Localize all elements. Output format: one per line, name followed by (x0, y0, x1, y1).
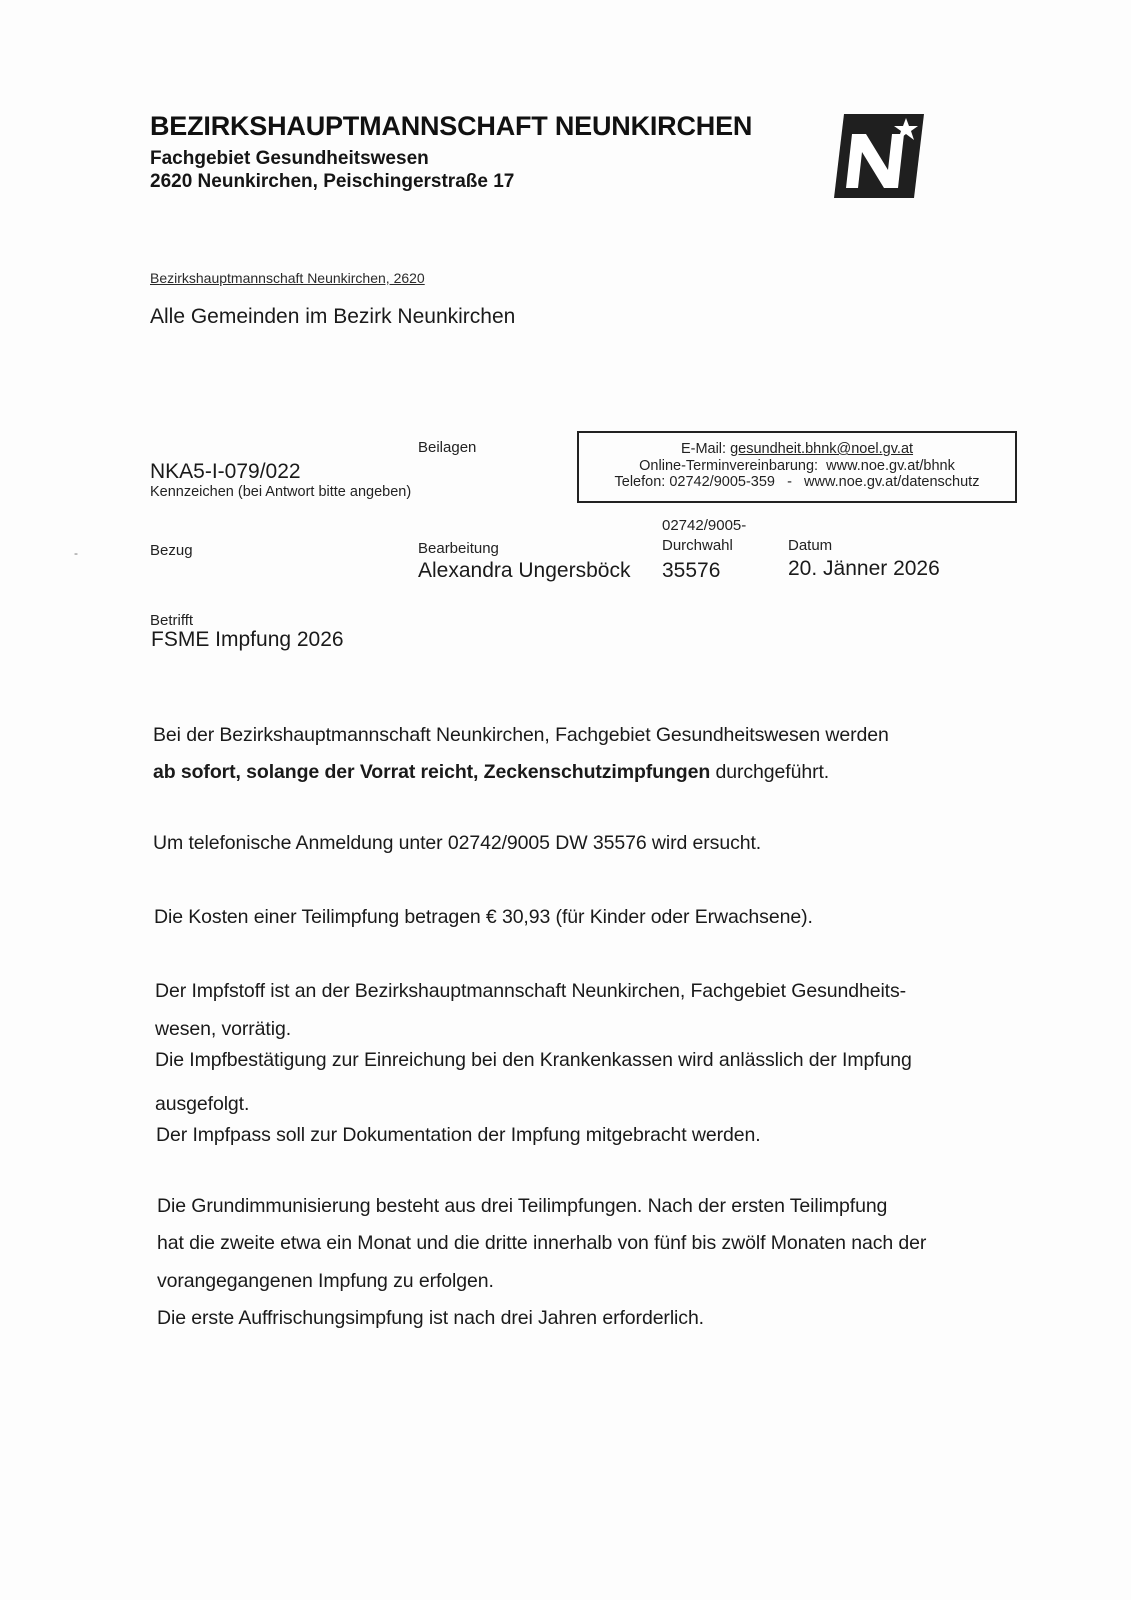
reference-number: NKA5-I-079/022 (150, 460, 301, 483)
noe-logo-icon (832, 112, 924, 200)
online-booking-link[interactable]: www.noe.gv.at/bhnk (826, 457, 955, 474)
body-line: Bei der Bezirkshauptmannschaft Neunkirchen, Fachgebiet Gesundheitswesen werden (153, 724, 889, 746)
contact-box (577, 431, 1017, 503)
contact-phone-line (579, 474, 1015, 491)
attachments-label: Beilagen (418, 439, 477, 456)
separator: - (787, 474, 792, 490)
body-line: wesen, vorrätig. (155, 1018, 292, 1040)
durchwahl-label: Durchwahl (662, 537, 733, 554)
durchwahl-prefix: 02742/9005- (662, 517, 747, 534)
body-line: Die Impfbestätigung zur Einreichung bei den Krankenkassen wird anlässlich der Impfung (155, 1049, 912, 1071)
body-line (153, 761, 829, 784)
body-line: Der Impfstoff ist an der Bezirkshauptmannschaft Neunkirchen, Fachgebiet Gesundheits- (155, 980, 907, 1002)
body-line: Um telefonische Anmeldung unter 02742/9005 DW 35576 wird ersucht. (153, 832, 762, 854)
bearbeitung-value: Alexandra Ungersböck (418, 559, 631, 582)
reference-caption: Kennzeichen (bei Antwort bitte angeben) (150, 484, 412, 500)
body-line: vorangegangenen Impfung zu erfolgen. (157, 1270, 494, 1292)
datum-label: Datum (788, 537, 833, 554)
email-label: E-Mail: (680, 441, 727, 457)
contact-online-line (579, 458, 1015, 475)
body-line: Der Impfpass soll zur Dokumentation der Impfung mitgebracht werden. (156, 1124, 761, 1146)
sender-return-address: Bezirkshauptmannschaft Neunkirchen, 2620 (150, 270, 425, 286)
datum-value: 20. Jänner 2026 (788, 557, 940, 580)
contact-email-line (579, 441, 1015, 458)
organization-address: 2620 Neunkirchen, Peischingerstraße 17 (150, 171, 515, 192)
subject-label: Betrifft (150, 612, 194, 629)
body-line: Die Kosten einer Teilimpfung betragen € 30,93 (für Kinder oder Erwachsene). (154, 906, 813, 928)
body-line: Die erste Auffrischungsimpfung ist nach drei Jahren erforderlich. (157, 1307, 705, 1329)
body-line: hat die zweite etwa ein Monat und die dritte innerhalb von fünf bis zwölf Monaten nach der (157, 1232, 927, 1254)
margin-mark: - (74, 546, 78, 560)
online-booking-label: Online-Terminvereinbarung: (639, 457, 819, 474)
body-line-rest: durchgeführt. (710, 761, 830, 783)
privacy-link[interactable]: www.noe.gv.at/datenschutz (804, 474, 980, 490)
organization-name: BEZIRKSHAUPTMANNSCHAFT NEUNKIRCHEN (150, 111, 753, 141)
durchwahl-value: 35576 (662, 559, 721, 582)
body-line: ausgefolgt. (155, 1093, 250, 1115)
bearbeitung-label: Bearbeitung (418, 540, 499, 557)
subject-value: FSME Impfung 2026 (151, 628, 344, 651)
bezug-label: Bezug (150, 542, 193, 559)
body-emphasis: ab sofort, solange der Vorrat reicht, Zeckenschutzimpfungen (153, 761, 711, 783)
email-link[interactable]: gesundheit.bhnk@noel.gv.at (730, 441, 914, 457)
phone-label: Telefon: (614, 474, 666, 490)
department-name: Fachgebiet Gesundheitswesen (150, 148, 429, 169)
body-line: Die Grundimmunisierung besteht aus drei Teilimpfungen. Nach der ersten Teilimpfung (157, 1195, 888, 1217)
phone-number: 02742/9005-359 (669, 474, 775, 490)
recipient: Alle Gemeinden im Bezirk Neunkirchen (150, 305, 516, 328)
